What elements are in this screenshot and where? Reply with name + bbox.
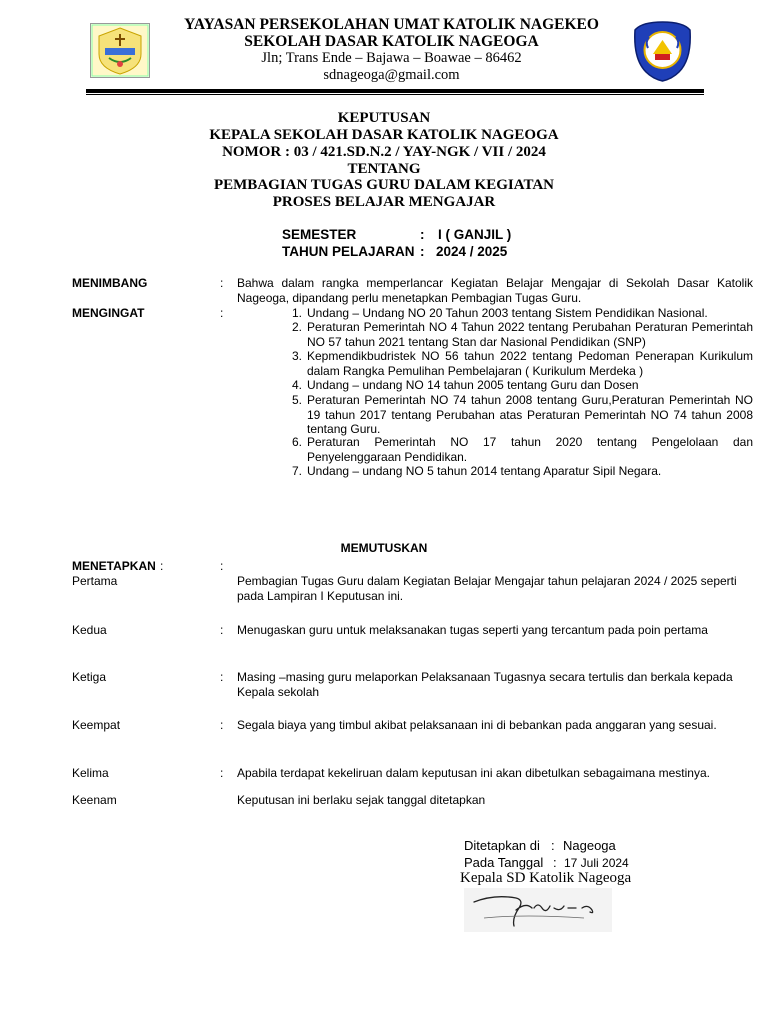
list-item: Kepmendikbudristek NO 56 tahun 2022 tentang Pedoman Penerapan Kurikulum dalam Rangka Pemulihan Pembelajaran ( Kurikulum Merdeka ): [307, 349, 753, 378]
date-label: Pada Tanggal: [464, 855, 544, 870]
list-item-number: 1.: [291, 306, 302, 320]
decree-issuer: KEPALA SEKOLAH DASAR KATOLIK NAGEOGA: [209, 127, 559, 143]
decision-colon: :: [220, 718, 224, 732]
decree-title: KEPUTUSAN: [337, 110, 431, 126]
date-value: 17 Juli 2024: [564, 856, 629, 870]
list-item: Peraturan Pemerintah NO 74 tahun 2008 tentang Guru,Peraturan Pemerintah NO 19 tahun 2017 tentang Perubahan atas Peraturan Pemerintah NO 74 tahun 2008 tentang Guru.: [307, 393, 753, 436]
memutuskan-heading: MEMUTUSKAN: [340, 541, 428, 555]
school-name: SEKOLAH DASAR KATOLIK NAGEOGA: [244, 33, 539, 50]
foundation-name: YAYASAN PERSEKOLAHAN UMAT KATOLIK NAGEKEO: [184, 16, 599, 33]
decision-label: Kelima: [72, 766, 109, 780]
list-item-number: 6.: [291, 435, 302, 449]
list-item: Undang – undang NO 14 tahun 2005 tentang Guru dan Dosen: [307, 378, 639, 392]
list-item: Undang – Undang NO 20 Tahun 2003 tentang Sistem Pendidikan Nasional.: [307, 306, 708, 320]
decision-label: Keenam: [72, 793, 117, 807]
school-address: Jln; Trans Ende – Bajawa – Boawae – 86462: [261, 50, 522, 66]
year-colon: :: [420, 244, 425, 259]
mengingat-label: MENGINGAT: [72, 306, 145, 320]
signatory-title: Kepala SD Katolik Nageoga: [460, 870, 632, 886]
decision-label: Keempat: [72, 718, 121, 732]
decision-colon: :: [220, 623, 224, 637]
place-label: Ditetapkan di: [464, 838, 540, 853]
menimbang-label: MENIMBANG: [72, 276, 148, 290]
school-crest-logo: [90, 23, 150, 78]
semester-colon: :: [420, 227, 425, 242]
decree-number: NOMOR : 03 / 421.SD.N.2 / YAY-NGK / VII / 2024: [222, 144, 546, 160]
list-item: Peraturan Pemerintah NO 17 tahun 2020 tentang Pengelolaan dan Penyelenggaraan Pendidikan.: [307, 435, 753, 464]
decision-text: Segala biaya yang timbul akibat pelaksanaan ini di bebankan pada anggaran yang sesuai.: [237, 718, 717, 732]
school-email: sdnageoga@gmail.com: [323, 67, 460, 83]
decision-label: Ketiga: [72, 670, 107, 684]
place-colon: :: [551, 838, 555, 853]
date-colon: :: [553, 855, 557, 870]
list-item: Peraturan Pemerintah NO 4 Tahun 2022 tentang Perubahan Peraturan Pemerintah NO 57 tahun 2021 tentang Stan dar Nasional Pendidikan (SNP): [307, 320, 753, 349]
list-item-number: 3.: [291, 349, 302, 363]
decision-colon: :: [220, 766, 224, 780]
decision-text: Keputusan ini berlaku sejak tanggal ditetapkan: [237, 793, 486, 807]
menetapkan-colon: :: [220, 559, 224, 573]
place-value: Nageoga: [563, 838, 616, 853]
menetapkan-label-colon: :: [160, 559, 164, 573]
letterhead-divider-thin: [86, 94, 704, 95]
menimbang-colon: :: [220, 276, 224, 290]
decree-subject-line2: PROSES BELAJAR MENGAJAR: [272, 194, 496, 210]
year-label: TAHUN PELAJARAN: [282, 244, 415, 259]
decision-text: Menugaskan guru untuk melaksanakan tugas seperti yang tercantum pada poin pertama: [237, 623, 708, 637]
handwritten-signature: [464, 888, 612, 932]
year-value: 2024 / 2025: [436, 244, 508, 259]
decision-text: Apabila terdapat kekeliruan dalam keputusan ini akan dibetulkan sebagaimana mestinya.: [237, 766, 710, 780]
decision-label: Pertama: [72, 574, 118, 588]
decision-colon: :: [220, 670, 224, 684]
list-item-number: 5.: [291, 393, 302, 407]
list-item-number: 4.: [291, 378, 302, 392]
list-item-number: 7.: [291, 464, 302, 478]
letterhead-divider: [86, 89, 704, 93]
semester-value: I ( GANJIL ): [438, 227, 512, 242]
decision-text: Pembagian Tugas Guru dalam Kegiatan Belajar Mengajar tahun pelajaran 2024 / 2025 seperti pada Lampiran I Keputusan ini.: [237, 574, 737, 603]
decree-about-label: TENTANG: [347, 161, 421, 177]
decision-label: Kedua: [72, 623, 107, 637]
mengingat-colon: :: [220, 306, 224, 320]
semester-label: SEMESTER: [282, 227, 357, 242]
decision-text: Masing –masing guru melaporkan Pelaksanaan Tugasnya secara tertulis dan berkala kepada Kepala sekolah: [237, 670, 733, 699]
list-item-number: 2.: [291, 320, 302, 334]
tut-wuri-handayani-logo: [633, 20, 692, 82]
menimbang-text: Bahwa dalam rangka memperlancar Kegiatan Belajar Mengajar di Sekolah Dasar Katolik Nageoga, dipandang perlu menetapkan Pembagian Tugas Guru.: [237, 276, 753, 305]
menetapkan-label: MENETAPKAN: [72, 559, 156, 573]
decree-subject-line1: PEMBAGIAN TUGAS GURU DALAM KEGIATAN: [213, 177, 555, 193]
list-item: Undang – undang NO 5 tahun 2014 tentang Aparatur Sipil Negara.: [307, 464, 662, 478]
